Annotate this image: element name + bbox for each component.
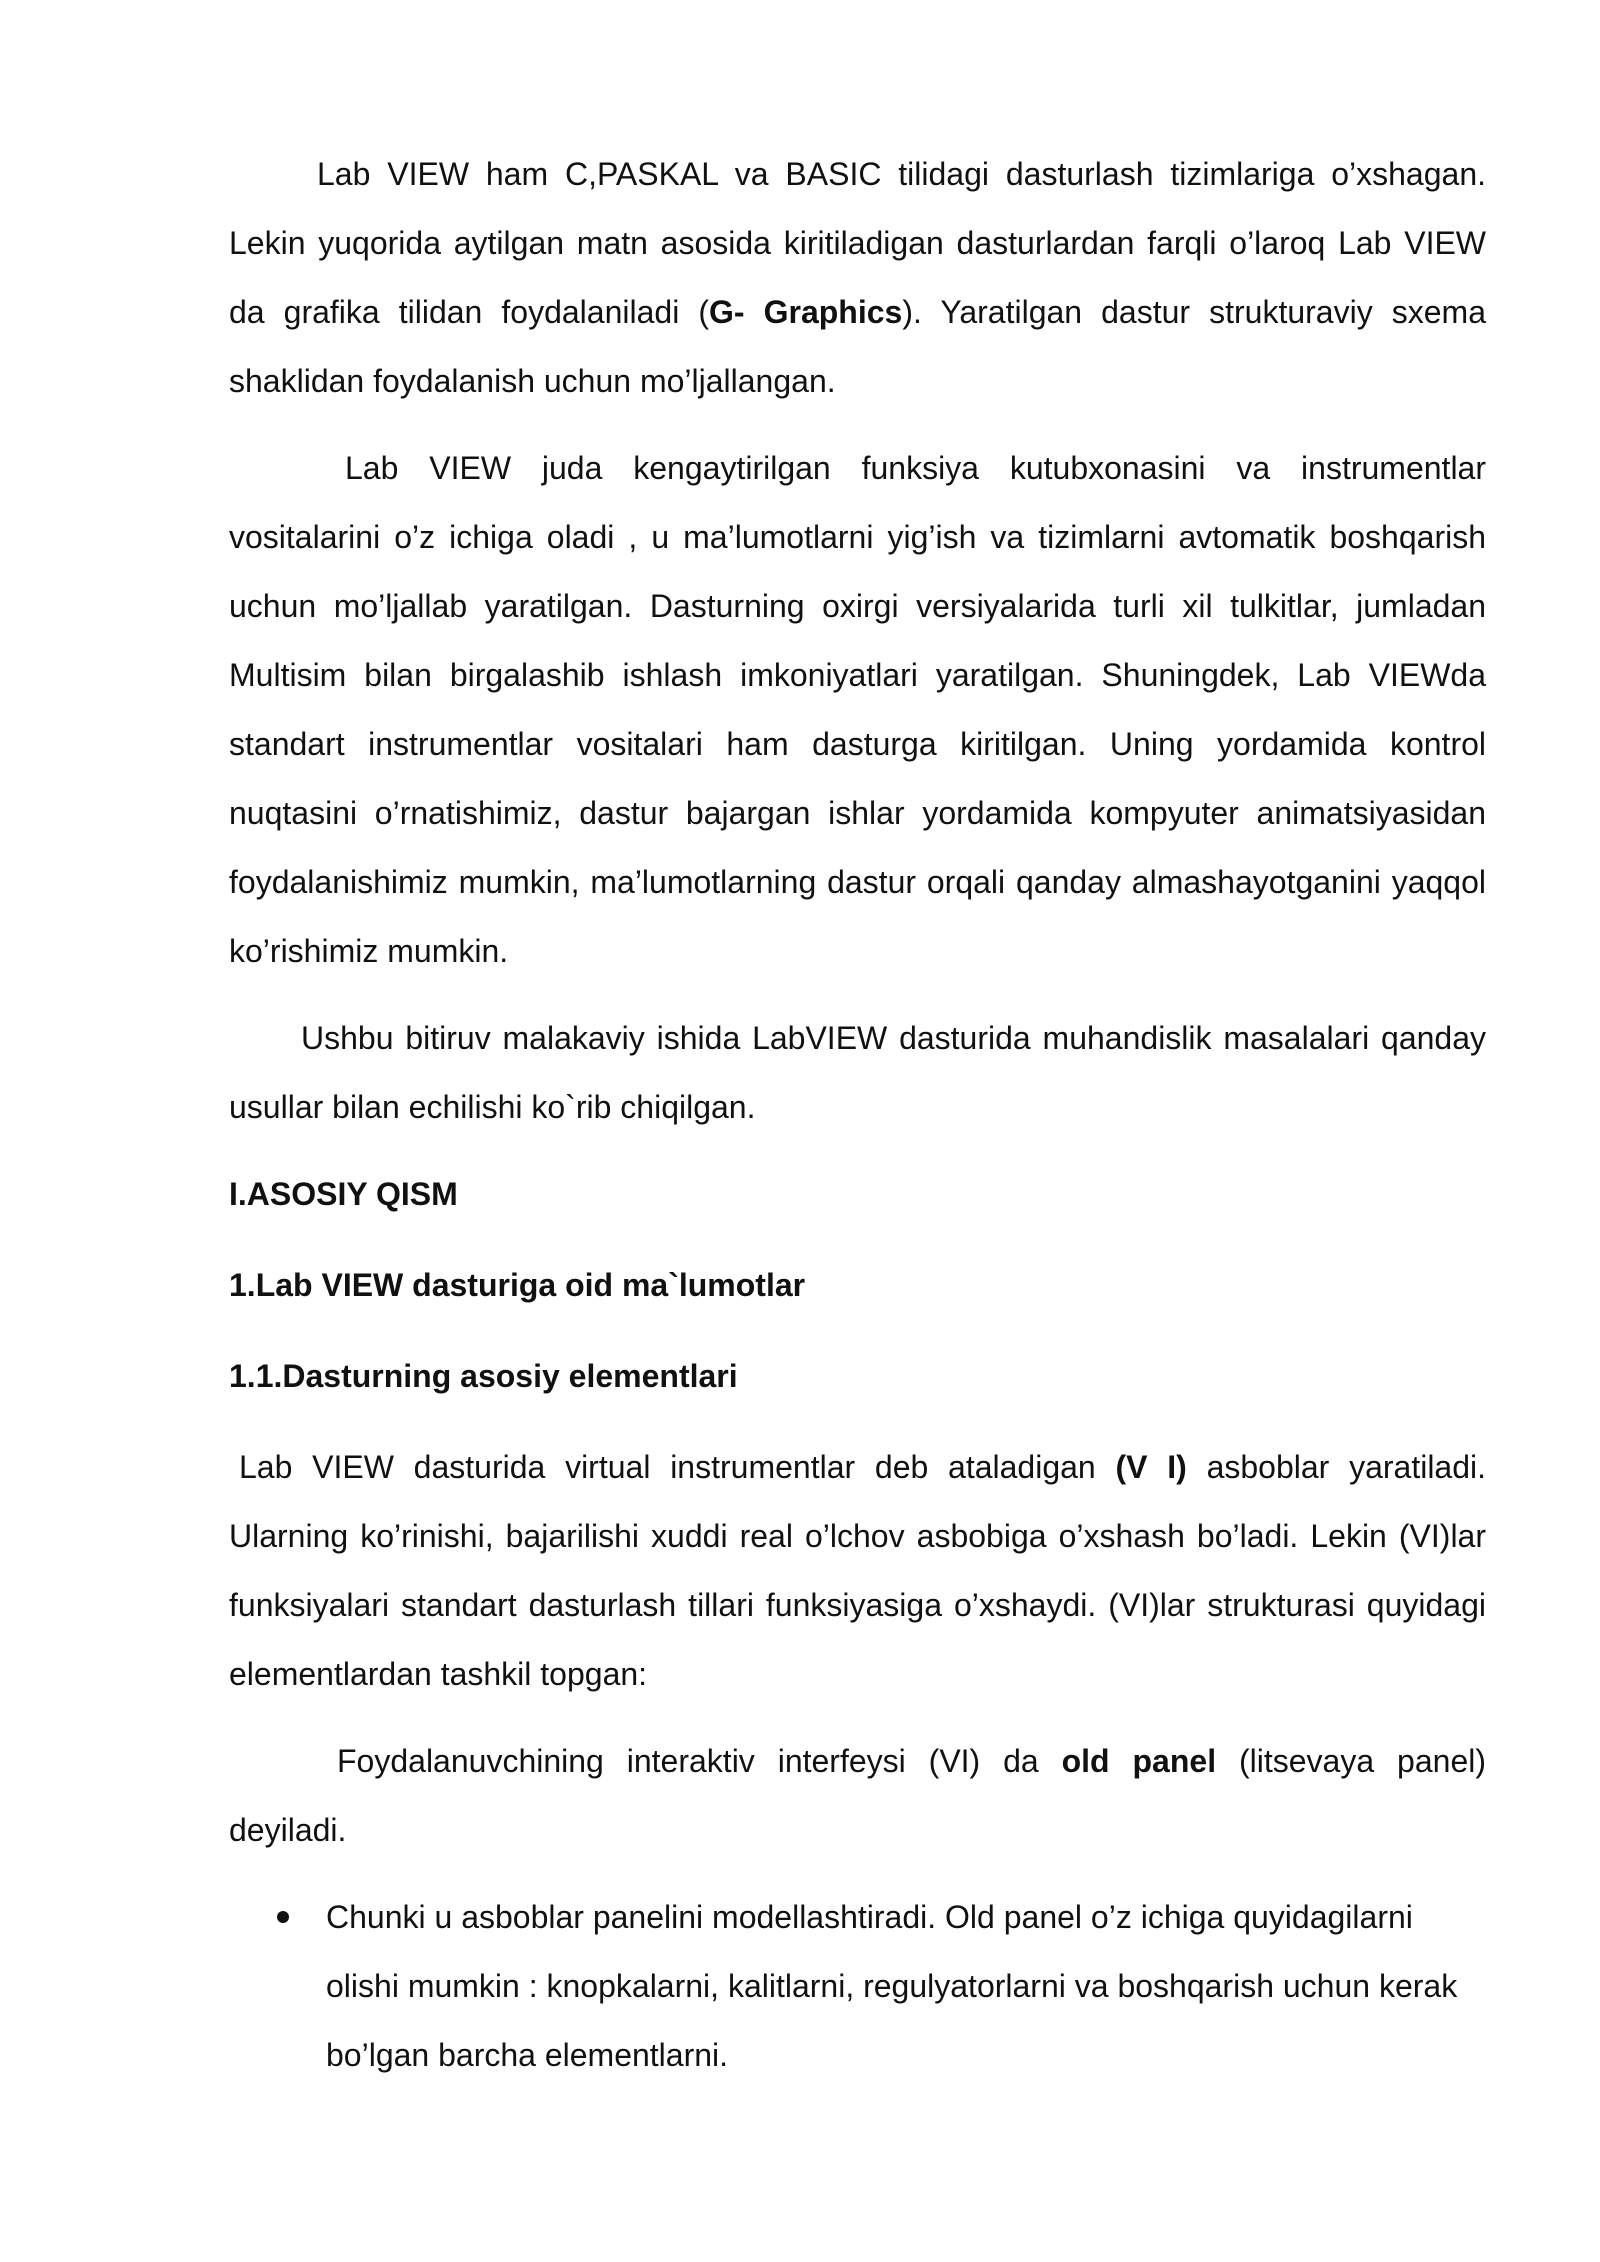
- paragraph-text: asboblar yaratiladi. Ularning ko’rinishi, bajarilishi xuddi real o’lchov asbobiga o’xshash bo’ladi. Lekin (VI)lar funksiyalari standart dasturlash tillari funksiyasiga o’xshaydi. (VI)lar strukturasi quyidagi elementlardan tashkil topgan:: [229, 1449, 1487, 1692]
- heading-main-part: I.ASOSIY QISM: [229, 1176, 458, 1212]
- paragraph-text: (litsevaya panel) deyiladi.: [229, 1743, 1486, 1848]
- paragraph-labview-intro: [229, 140, 1486, 416]
- bold-vi: (V I): [1115, 1449, 1187, 1485]
- document-body: [229, 140, 1486, 2090]
- paragraph-library: [229, 434, 1486, 986]
- paragraph-virtual-instruments: [229, 1433, 1486, 1709]
- paragraph-thesis: [229, 1004, 1486, 1142]
- bullet-icon: [277, 1911, 289, 1923]
- list-item: [229, 1883, 1486, 2090]
- paragraph-text: Lab VIEW dasturida virtual instrumentlar deb ataladigan: [239, 1449, 1116, 1485]
- bold-g-graphics: G- Graphics: [709, 294, 903, 330]
- paragraph-text: Ushbu bitiruv malakaviy ishida LabVIEW dasturida muhandislik masalalari qanday usullar bilan echilishi ko`rib chiqilgan.: [229, 1020, 1486, 1125]
- bullet-list: [229, 1883, 1486, 2090]
- paragraph-text: Lab VIEW juda kengaytirilgan funksiya kutubxonasini va instrumentlar vositalarini o’z ichiga oladi , u ma’lumotlarni yig’ish va tizimlarni avtomatik boshqarish uchun mo’ljallab yaratilgan. Dasturning oxirgi versiyalarida turli xil tulkitlar, jumladan Multisim bilan birgalashib ishlash imkoniyatlari yaratilgan. Shuningdek, Lab VIEWda standart instrumentlar vositalari ham dasturga kiritilgan. Uning yordamida kontrol nuqtasini o’rnatishimiz, dastur bajargan ishlar yordamida kompyuter animatsiyasidan foydalanishimiz mumkin, ma’lumotlarning dastur orqali qanday almashayotganini yaqqol ko’rishimiz mumkin.: [229, 450, 1486, 969]
- heading-section-1-1: 1.1.Dasturning asosiy elementlari: [229, 1358, 738, 1394]
- paragraph-front-panel: [229, 1727, 1486, 1865]
- list-item-text: Chunki u asboblar panelini modellashtiradi. Old panel o’z ichiga quyidagilarni olishi mumkin : knopkalarni, kalitlarni, regulyatorlarni va boshqarish uchun kerak bo’lgan barcha elementlarni.: [326, 1899, 1458, 2073]
- heading-section-1: 1.Lab VIEW dasturiga oid ma`lumotlar: [229, 1267, 806, 1303]
- paragraph-text: ). Yaratilgan dastur strukturaviy sxema shaklidan foydalanish uchun mo’ljallangan.: [229, 294, 1487, 399]
- paragraph-text: Foydalanuvchining interaktiv interfeysi (VI) da: [337, 1743, 1062, 1779]
- paragraph-text: Lab VIEW ham C,PASKAL va BASIC tilidagi dasturlash tizimlariga o’xshagan. Lekin yuqorida aytilgan matn asosida kiritiladigan dasturlardan farqli o’laroq Lab VIEW da grafika tilidan foydalaniladi (: [229, 156, 1486, 330]
- bold-old-panel: old panel: [1061, 1743, 1217, 1779]
